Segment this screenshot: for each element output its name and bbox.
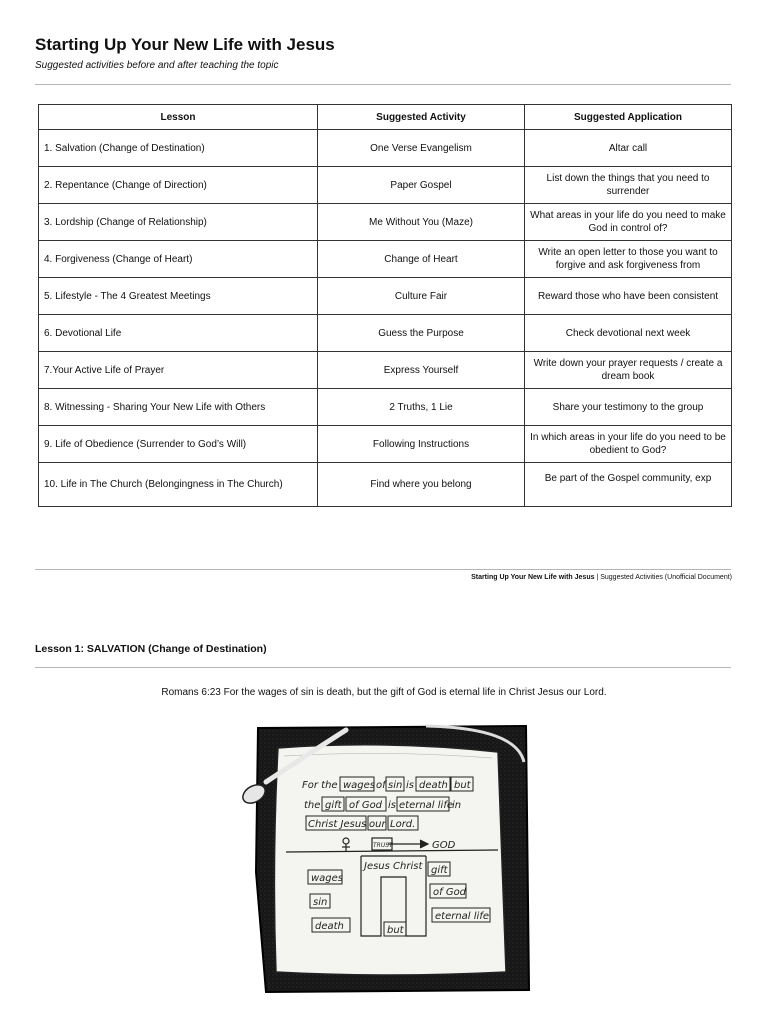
- ill-text-god: GOD: [432, 840, 456, 851]
- ill-text-for-the: For the: [302, 780, 338, 791]
- ill-text-jesus-christ: Jesus Christ: [364, 861, 423, 872]
- lesson-cell: 1. Salvation (Change of Destination): [39, 130, 318, 167]
- page-footer: [471, 574, 732, 581]
- footer-separator: |: [594, 574, 601, 581]
- ill-text-of-god: of God: [349, 800, 383, 811]
- ill-text-eternal-life: eternal life: [399, 800, 453, 811]
- ill-text-lord: Lord.: [390, 819, 416, 830]
- application-cell: Altar call: [525, 130, 732, 167]
- lesson-cell: 5. Lifestyle - The 4 Greatest Meetings: [39, 278, 318, 315]
- gospel-napkin-illustration: [236, 722, 530, 994]
- ill-box-eternal-life: eternal life: [435, 911, 489, 922]
- ill-text-sin: sin: [388, 780, 403, 791]
- lesson-cell: 10. Life in The Church (Belongingness in The Church): [39, 463, 318, 507]
- activity-cell: Express Yourself: [318, 352, 525, 389]
- ill-text-death: death: [419, 780, 448, 791]
- activity-cell: Change of Heart: [318, 241, 525, 278]
- ill-text-our: our: [369, 819, 386, 830]
- table-row: [39, 204, 732, 241]
- lessons-table: [38, 104, 732, 507]
- activity-cell: Find where you belong: [318, 463, 525, 507]
- application-cell: Share your testimony to the group: [525, 389, 732, 426]
- table-row: [39, 241, 732, 278]
- activity-cell: One Verse Evangelism: [318, 130, 525, 167]
- application-cell: Reward those who have been consistent: [525, 278, 732, 315]
- lesson-cell: 2. Repentance (Change of Direction): [39, 167, 318, 204]
- activity-cell: Culture Fair: [318, 278, 525, 315]
- application-cell: In which areas in your life do you need to be obedient to God?: [525, 426, 732, 463]
- footer-divider: [35, 569, 731, 570]
- application-cell: Check devotional next week: [525, 315, 732, 352]
- bible-verse: Romans 6:23 For the wages of sin is death, but the gift of God is eternal life in Christ Jesus our Lord.: [161, 687, 607, 698]
- application-cell: Be part of the Gospel community, exp: [525, 463, 732, 507]
- ill-text-gift: gift: [325, 800, 342, 811]
- header-divider: [35, 84, 731, 85]
- ill-box-death: death: [315, 921, 344, 932]
- table-row: [39, 278, 732, 315]
- application-cell: What areas in your life do you need to make God in control of?: [525, 204, 732, 241]
- column-header-activity: Suggested Activity: [318, 105, 525, 130]
- ill-box-sin: sin: [313, 897, 328, 908]
- page-subtitle: Suggested activities before and after teaching the topic: [35, 60, 279, 71]
- ill-box-wages: wages: [311, 873, 344, 884]
- ill-box-of-god: of God: [433, 887, 467, 898]
- application-cell: Write an open letter to those you want to forgive and ask forgiveness from: [525, 241, 732, 278]
- table-row: [39, 167, 732, 204]
- table-header-row: [39, 105, 732, 130]
- ill-box-but: but: [387, 925, 404, 936]
- table-row: [39, 389, 732, 426]
- activity-cell: Paper Gospel: [318, 167, 525, 204]
- activity-cell: Guess the Purpose: [318, 315, 525, 352]
- page-title: Starting Up Your New Life with Jesus: [35, 35, 335, 54]
- lesson-cell: 9. Life of Obedience (Surrender to God’s Will): [39, 426, 318, 463]
- activity-cell: Me Without You (Maze): [318, 204, 525, 241]
- activity-cell: Following Instructions: [318, 426, 525, 463]
- ill-text-but: but: [454, 780, 471, 791]
- ill-box-gift: gift: [431, 865, 448, 876]
- lesson-heading: Lesson 1: SALVATION (Change of Destination): [35, 643, 267, 655]
- table-row: [39, 315, 732, 352]
- ill-text-of: of: [376, 780, 386, 791]
- lesson-cell: 4. Forgiveness (Change of Heart): [39, 241, 318, 278]
- table-row: [39, 352, 732, 389]
- ill-text-is-2: is: [388, 800, 396, 811]
- ill-text-wages: wages: [343, 780, 376, 791]
- column-header-lesson: Lesson: [39, 105, 318, 130]
- lesson-cell: 8. Witnessing - Sharing Your New Life with Others: [39, 389, 318, 426]
- application-cell: List down the things that you need to surrender: [525, 167, 732, 204]
- ill-text-christ-jesus: Christ Jesus: [308, 819, 367, 830]
- footer-doc-note: Suggested Activities (Unofficial Document): [600, 574, 732, 581]
- table-row: [39, 130, 732, 167]
- ill-text-trust: TRUST: [373, 842, 393, 849]
- ill-text-is: is: [406, 780, 414, 791]
- table-row: [39, 463, 732, 507]
- ill-text-the: the: [304, 800, 321, 811]
- lesson-cell: 7.Your Active Life of Prayer: [39, 352, 318, 389]
- ill-text-in: in: [452, 800, 462, 811]
- lesson-cell: 6. Devotional Life: [39, 315, 318, 352]
- table-row: [39, 426, 732, 463]
- lesson-divider: [35, 667, 731, 668]
- lesson-cell: 3. Lordship (Change of Relationship): [39, 204, 318, 241]
- footer-doc-title: Starting Up Your New Life with Jesus: [471, 574, 595, 581]
- activity-cell: 2 Truths, 1 Lie: [318, 389, 525, 426]
- column-header-application: Suggested Application: [525, 105, 732, 130]
- application-cell: Write down your prayer requests / create a dream book: [525, 352, 732, 389]
